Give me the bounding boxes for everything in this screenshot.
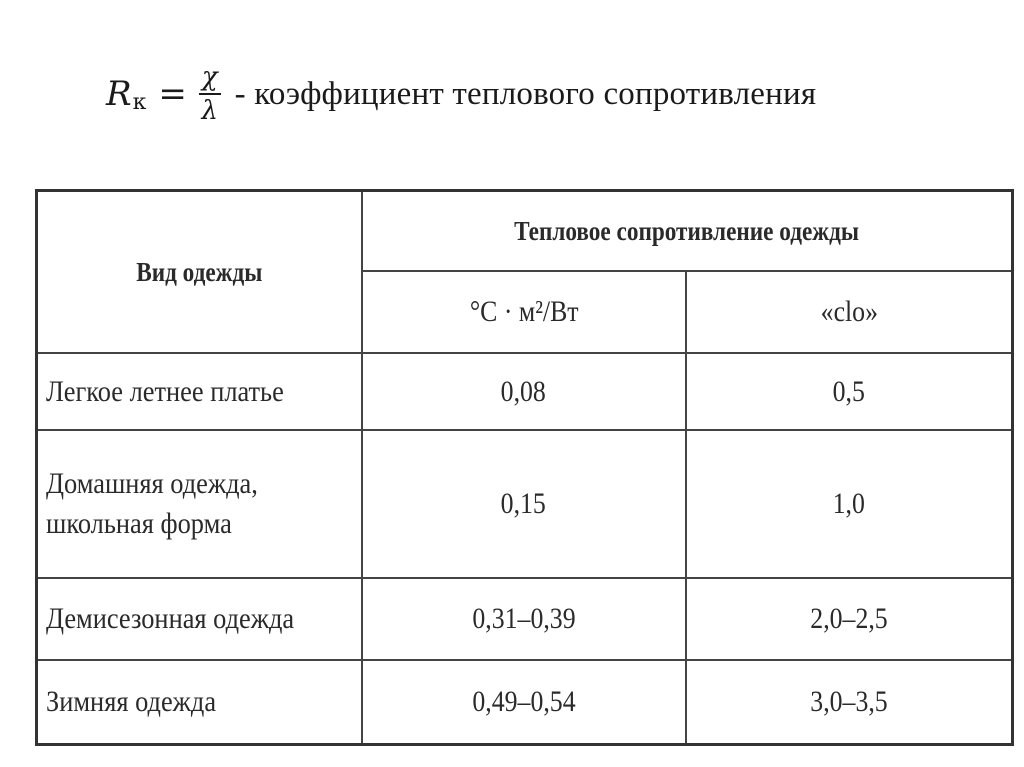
row-value-si (362, 660, 686, 745)
row-clothing-kind-line: Домашняя одежда, (46, 467, 258, 500)
row-clothing-kind-line: Легкое летнее платье (46, 374, 284, 408)
table-row (37, 660, 1013, 745)
header-unit-si-text: °С · м²/Вт (469, 295, 579, 328)
header-clothing-kind (37, 191, 362, 354)
row-value-si (362, 578, 686, 660)
row-clothing-kind (37, 430, 362, 578)
row-value-si (362, 430, 686, 578)
formula-equals: = (158, 74, 187, 114)
header-thermal-resistance-text: Тепловое сопротивление одежды (514, 215, 860, 246)
row-value-si (362, 353, 686, 430)
row-value-clo (686, 660, 1013, 745)
row-value-clo-text: 3,0–3,5 (810, 685, 888, 718)
header-clothing-kind-text: Вид одежды (136, 256, 263, 287)
header-unit-clo-text: «clo» (820, 295, 878, 328)
formula (106, 63, 221, 125)
formula-numerator: χ (199, 63, 221, 95)
row-clothing-kind (37, 660, 362, 745)
table-row (37, 430, 1013, 578)
row-clothing-kind (37, 353, 362, 430)
row-clothing-kind (37, 578, 362, 660)
table-row (37, 353, 1013, 430)
row-value-clo-text: 1,0 (832, 487, 865, 520)
formula-denominator: λ (201, 96, 218, 126)
formula-subscript: к (132, 89, 147, 115)
clothing-thermal-resistance-table (35, 189, 1014, 746)
row-value-si-text: 0,15 (501, 487, 547, 520)
formula-fraction (199, 63, 221, 125)
row-value-si-text: 0,08 (501, 374, 547, 408)
row-value-clo (686, 430, 1013, 578)
row-value-clo (686, 578, 1013, 660)
formula-heading (106, 62, 816, 126)
header-thermal-resistance (362, 191, 1013, 272)
row-clothing-kind-line: школьная форма (46, 507, 232, 540)
row-value-clo-text: 2,0–2,5 (810, 602, 888, 635)
row-value-si-text: 0,49–0,54 (472, 685, 576, 718)
header-unit-si (362, 271, 686, 353)
table-row (37, 578, 1013, 660)
formula-symbol: R (106, 74, 132, 114)
row-value-clo-text: 0,5 (832, 374, 865, 408)
row-clothing-kind-line: Зимняя одежда (46, 685, 217, 718)
formula-description: - коэффициент теплового сопротивления (234, 75, 817, 112)
row-value-si-text: 0,31–0,39 (472, 602, 576, 635)
row-value-clo (686, 353, 1013, 430)
row-clothing-kind-line: Демисезонная одежда (46, 602, 295, 635)
header-unit-clo (686, 271, 1013, 353)
